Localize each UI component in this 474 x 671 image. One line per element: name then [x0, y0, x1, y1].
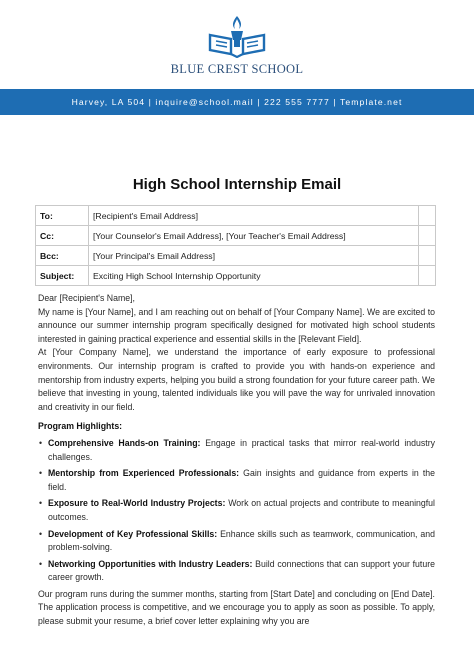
highlight-title: Comprehensive Hands-on Training:	[48, 437, 201, 448]
table-cell-empty	[419, 266, 436, 286]
table-row	[36, 226, 436, 246]
highlight-text: Work on actual projects and contribute to meaningful outcomes.	[48, 498, 435, 522]
contact-line: Harvey, LA 504 | inquire@school.mail | 222 555 7777 | Template.net	[71, 97, 403, 107]
list-item	[38, 497, 435, 524]
field-label: Subject:	[36, 266, 89, 286]
table-row	[36, 246, 436, 266]
greeting: Dear [Recipient's Name],	[38, 293, 135, 303]
table-cell-empty	[419, 206, 436, 226]
school-logo-icon	[207, 14, 267, 58]
field-label: Bcc:	[36, 246, 89, 266]
closing-paragraph: Our program runs during the summer months, starting from [Start Date] and concluding on [End Date]. The application process is competitive, and we encourage you to apply as soon as possible. To apply, please submit your resume, a brief cover letter explaining why you are	[38, 588, 435, 627]
school-name: BLUE CREST SCHOOL	[170, 62, 304, 76]
field-value: [Your Principal's Email Address]	[89, 246, 419, 266]
page-title: High School Internship Email	[132, 176, 342, 193]
field-value: [Your Counselor's Email Address], [Your Teacher's Email Address]	[89, 226, 419, 246]
highlight-title: Development of Key Professional Skills:	[48, 528, 218, 539]
contact-banner	[0, 89, 474, 115]
highlight-title: Networking Opportunities with Industry Leaders:	[48, 558, 253, 569]
highlight-text: Engage in practical tasks that mirror real-world industry challenges.	[48, 437, 435, 462]
highlight-title: Exposure to Real-World Industry Projects:	[48, 498, 226, 509]
highlight-title: Mentorship from Experienced Professionals:	[48, 468, 240, 479]
table-row	[36, 206, 436, 226]
email-header-table	[35, 205, 436, 286]
about-paragraph: At [Your Company Name], we understand the importance of early exposure to professional environments. Our internship program is crafted to provide you with hands-on experience and mentorship from industry experts, helping you build a strong foundation for your future career path. We believe that investing in young, talented individuals like you will pave the way for unrivaled innovation and creativity in our field.	[38, 347, 435, 412]
field-label: To:	[36, 206, 89, 226]
field-value: Exciting High School Internship Opportunity	[89, 266, 419, 286]
highlight-text: Enhance skills such as teamwork, communication, and problem-solving.	[48, 528, 435, 553]
highlight-text: Build connections that can support your future career growth.	[48, 558, 435, 583]
list-item	[38, 558, 435, 585]
letterhead	[0, 14, 474, 77]
highlight-text: Gain insights and guidance from experts in the field.	[48, 468, 435, 492]
table-row	[36, 266, 436, 286]
highlights-heading: Program Highlights:	[38, 421, 123, 432]
list-item	[38, 528, 435, 555]
table-cell-empty	[419, 246, 436, 266]
email-body	[38, 292, 435, 629]
table-cell-empty	[419, 226, 436, 246]
list-item	[38, 437, 435, 464]
intro-paragraph: My name is [Your Name], and I am reaching out on behalf of [Your Company Name]. We are excited to announce our summer internship program specifically designed for motivated high school students interested in gaining practical experience and essential skills in the [Relevant Field].	[38, 306, 435, 344]
field-value: [Recipient's Email Address]	[89, 206, 419, 226]
list-item	[38, 467, 435, 494]
field-label: Cc:	[36, 226, 89, 246]
highlights-list	[38, 437, 435, 585]
